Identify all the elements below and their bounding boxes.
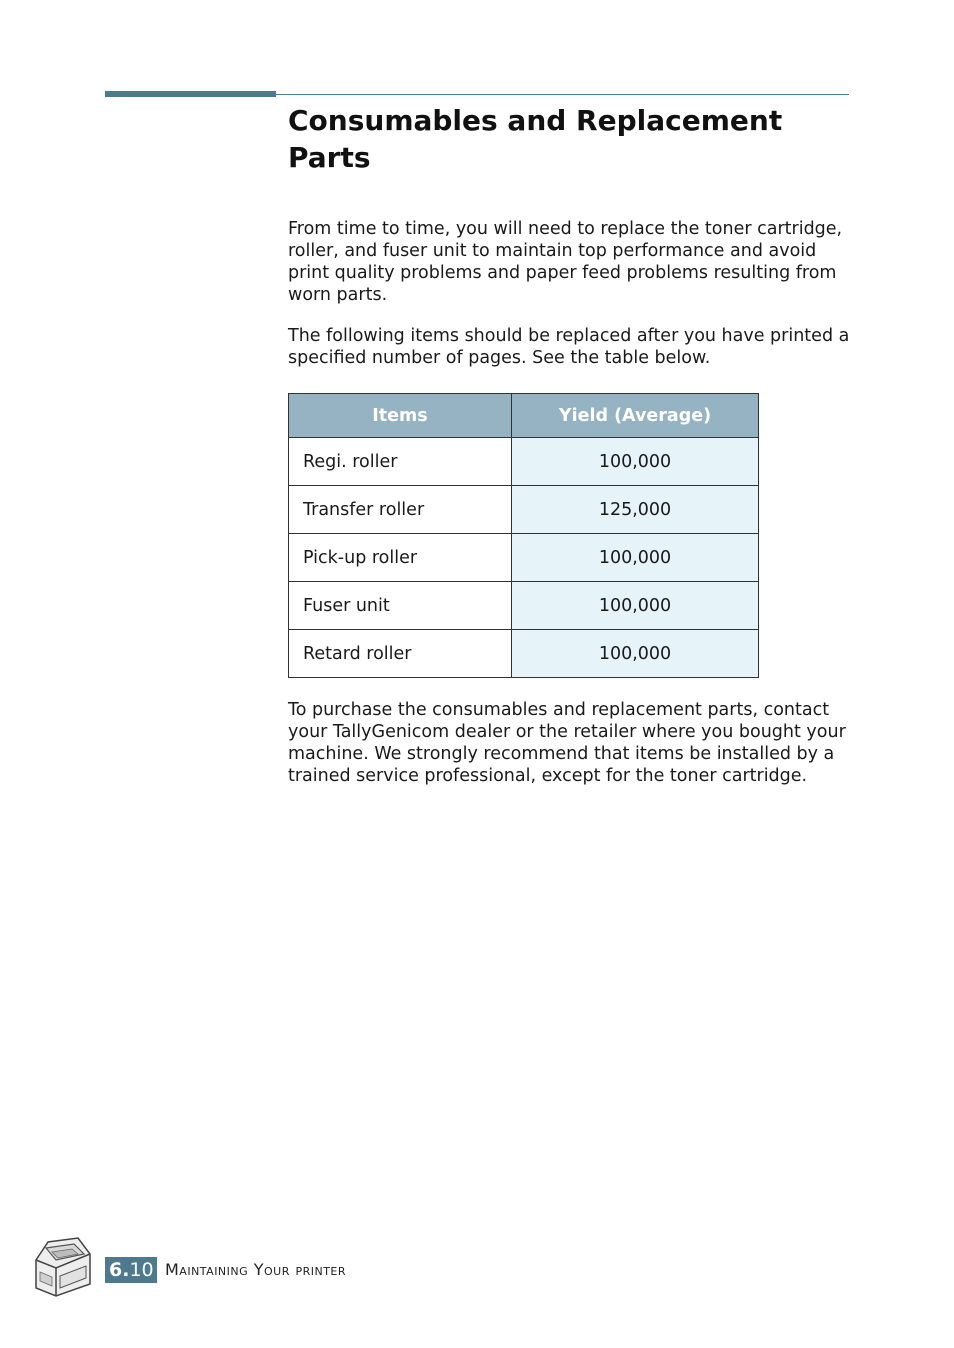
item-cell: Transfer roller — [289, 486, 512, 534]
yield-cell: 100,000 — [512, 534, 759, 582]
table-row — [289, 630, 759, 678]
item-cell: Pick-up roller — [289, 534, 512, 582]
header-rule-accent — [105, 91, 276, 97]
column-header-yield: Yield (Average) — [512, 394, 759, 438]
chapter-number: 6. — [109, 1259, 130, 1281]
page-number — [105, 1257, 157, 1283]
yield-cell: 100,000 — [512, 582, 759, 630]
table-row — [289, 438, 759, 486]
purchase-paragraph: To purchase the consumables and replacement parts, contact your TallyGenicom dealer or the retailer where you bought your machine. We strongly recommend that items be installed by a trained service professional, except for the toner cartridge. — [288, 700, 846, 786]
item-cell: Fuser unit — [289, 582, 512, 630]
table-row — [289, 486, 759, 534]
table-header-row — [289, 394, 759, 438]
yield-cell: 125,000 — [512, 486, 759, 534]
section-label: Maintaining Your printer — [165, 1260, 347, 1279]
table-row — [289, 534, 759, 582]
table-intro-paragraph: The following items should be replaced after you have printed a specified number of pages. See the table below. — [288, 326, 850, 368]
page-number-value: 10 — [129, 1259, 154, 1281]
printer-icon — [30, 1232, 94, 1302]
table-row — [289, 582, 759, 630]
item-cell: Retard roller — [289, 630, 512, 678]
yield-table — [288, 393, 759, 678]
column-header-items: Items — [289, 394, 512, 438]
intro-paragraph: From time to time, you will need to replace the toner cartridge, roller, and fuser unit to maintain top performance and avoid print quality problems and paper feed problems resulting from worn parts. — [288, 219, 843, 305]
item-cell: Regi. roller — [289, 438, 512, 486]
page-title: Consumables and Replacement Parts — [288, 104, 783, 174]
yield-cell: 100,000 — [512, 630, 759, 678]
yield-cell: 100,000 — [512, 438, 759, 486]
